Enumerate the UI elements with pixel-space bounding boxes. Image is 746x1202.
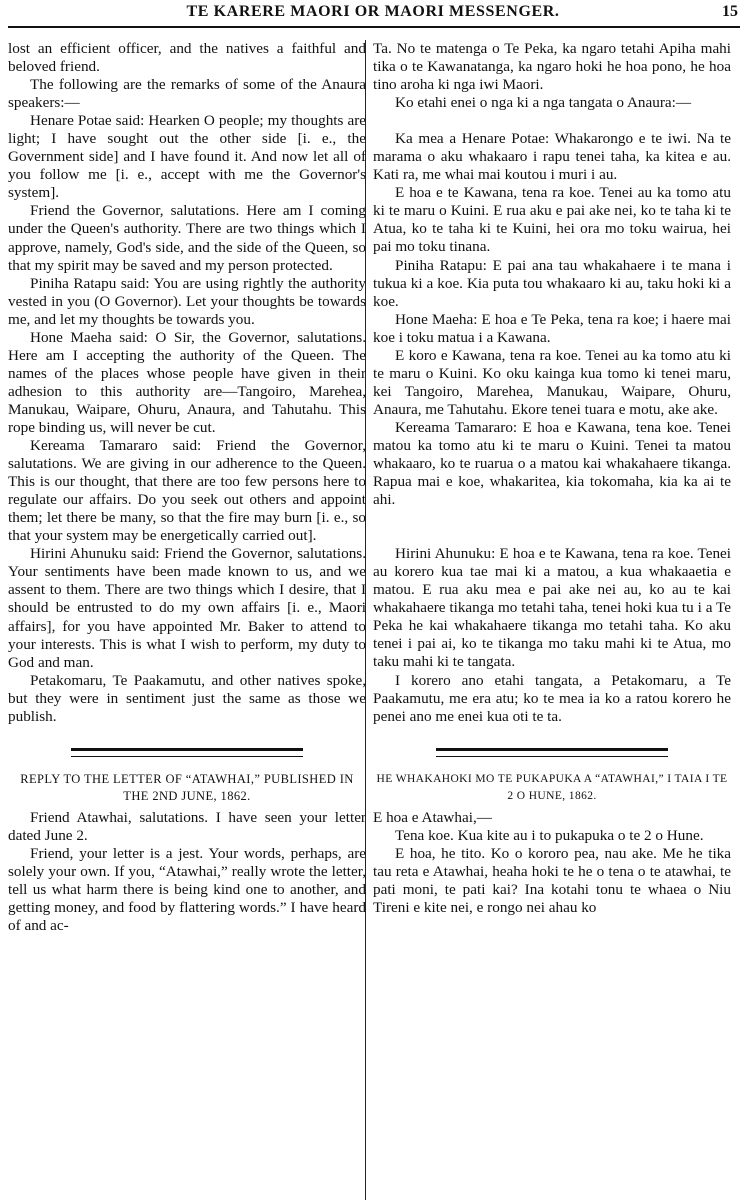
english-column	[8, 40, 366, 935]
paragraph: I korero ano etahi tangata, a Petakomaru, a Te Paakamutu, me era atu; ko te mea ia ko a ratou korero he penei ano me enei kua oti te ta.	[373, 671, 731, 725]
paragraph: The following are the remarks of some of the Anaura speakers:—	[8, 76, 366, 112]
paragraph: Hirini Ahunuku: E hoa e te Kawana, tena ra koe. Tenei au korero kua tae mai ki a matou, a kua whakaaetia e matou. E rua aku mea e pai ake nei au, ko au te kai whakahaere tikanga mo tetahi taha, tenei hoki kua tu i a Te Peka he kai whakahaere tikanga mo tetahi taha. Ko aku tenei i pai ai, ko te tikanga mo taku mahi ki te Atua, mo taku mahi ki te tangata.	[373, 545, 731, 671]
paragraph: Ta. No te matenga o Te Peka, ka ngaro tetahi Apiha mahi tika o te Kawanatanga, ka ngaro hoki he hoa pono, he hoa tino aroha ki nga iwi Maori.	[373, 40, 731, 94]
section-headline: HE WHAKAHOKI MO TE PUKAPUKA A “ATAWHAI,” I TAIA I TE 2 O HUNE, 1862.	[376, 772, 728, 802]
paragraph: Hone Maeha: E hoa e Te Peka, tena ra koe; i haere mai koe i toku matua i a Kawana.	[373, 310, 731, 346]
maori-column	[373, 40, 731, 917]
paragraph: Piniha Ratapu said: You are using rightly the authority vested in you (O Governor). Let your thoughts be towards me, and let my thoughts be towards you.	[8, 274, 366, 328]
section-headline: REPLY TO THE LETTER OF “ATAWHAI,” PUBLISHED IN THE 2ND JUNE, 1862.	[20, 771, 354, 803]
paragraph: E hoa e te Kawana, tena ra koe. Tenei au ka tomo atu ki te maru o Kuini. E rua aku e pai ake nei, ko te taha ki te Atua, ko te taha ki te Kuini, hei ora mo toku wairua, hei pai mo toku tinana.	[373, 184, 731, 256]
letter-paragraph: Friend, your letter is a jest. Your words, perhaps, are solely your own. If you, “Atawhai,” really wrote the letter, tell us what harm there is being kind one to another, and getting money, and food by flattering words.” I have heard of and ac-	[8, 844, 366, 935]
paragraph: E koro e Kawana, tena ra koe. Tenei au ka tomo atu ki te maru o Kuini. Ko oku kainga kua tomo ki tenei maru, kei Tangoiro, Marehea, Manukau, Waipare, Ohuru, Anaura, me Tahutahu. Ekore tenei tuara e motu, ake ake.	[373, 346, 731, 418]
paragraph: Ko etahi enei o nga ki a nga tangata o Anaura:—	[395, 94, 692, 112]
paragraph: Ka mea a Henare Potae: Whakarongo e te iwi. Na te marama o aku whakaaro i rapu tenei taha, ka kitea e au. Kati ra, me whai mai koutou i muri i au.	[373, 130, 731, 184]
paragraph: Hirini Ahunuku said: Friend the Governor, salutations. Your sentiments have been made known to us, and we assent to them. There are two things which I desire, that I should be entrusted to do my own affairs [i. e., Maori affairs], for you have appointed Mr. Baker to attend to your interests. This is what I wish to perform, my duty to God and man.	[8, 545, 366, 671]
paragraph: Hone Maeha said: O Sir, the Governor, salutations. Here am I accepting the authority of the Queen. The names of the places whose people have given in their adhesion to this authority are—Tangoiro, Marehea, Manukau, Waipare, Ohuru, Anaura, and Tahutahu. This rope binding us, will never be cut.	[8, 328, 366, 436]
letter-paragraph: Friend Atawhai, salutations. I have seen your letter dated June 2.	[8, 808, 366, 844]
paragraph: Friend the Governor, salutations. Here am I coming under the Queen's authority. There are two things which I approve, namely, God's side, and the side of the Queen, so that my spirit may be saved and my person protected.	[8, 202, 366, 274]
paragraph: lost an efficient officer, and the natives a faithful and beloved friend.	[8, 40, 366, 76]
paragraph: Piniha Ratapu: E pai ana tau whakahaere i te mana i tukua ki a koe. Kia puta tou whakaaro ki au, taku hoki ki a koe.	[373, 256, 731, 310]
paragraph: Henare Potae said: Hearken O people; my thoughts are light; I have sought out the other side [i. e., the Government side] and I have found it. And now let all of you follow me [i. e., accept with me the Governor's system].	[8, 112, 366, 202]
paragraph: Kereama Tamararo: E hoa e Kawana, tena koe. Tenei matou ka tomo atu ki te maru o Kuini. Tenei ta matou whakaaro, ko te ruarua o a matou kai whakahaere tikanga. Rapua mai e koe, whakaritea, kia tokomaha, kia ka ai te ahi.	[373, 418, 731, 509]
paragraph: Kereama Tamararo said: Friend the Governor, salutations. We are giving in our adherence to the Queen. This is our thought, that there are too few persons here to regulate our affairs. Do you seek out others and appoint them; let there be many, so that the fire may burn [i. e., so that your system may be energetically carried out].	[8, 437, 366, 545]
letter-paragraph: Tena koe. Kua kite au i to pukapuka o te 2 o Hune.	[395, 826, 704, 844]
page-number: 15	[722, 3, 738, 20]
section-separator	[71, 748, 303, 757]
section-separator	[436, 748, 668, 757]
header-rule	[8, 26, 740, 28]
letter-paragraph: E hoa e Atawhai,—	[373, 808, 492, 826]
letter-paragraph: E hoa, he tito. Ko o kororo pea, nau ake. Me he tika tau reta e Atawhai, heaha hoki te he o tena o te atawhai, te pati moni, te pati kai? Ina kotahi tonu te whaea o Niu Tireni e kite nei, e rongo nei ahau ko	[373, 844, 731, 916]
page-header	[0, 0, 746, 26]
paragraph: Petakomaru, Te Paakamutu, and other natives spoke, but they were in sentiment just the same as those we publish.	[8, 671, 366, 725]
newspaper-title: TE KARERE MAORI OR MAORI MESSENGER.	[186, 3, 560, 20]
